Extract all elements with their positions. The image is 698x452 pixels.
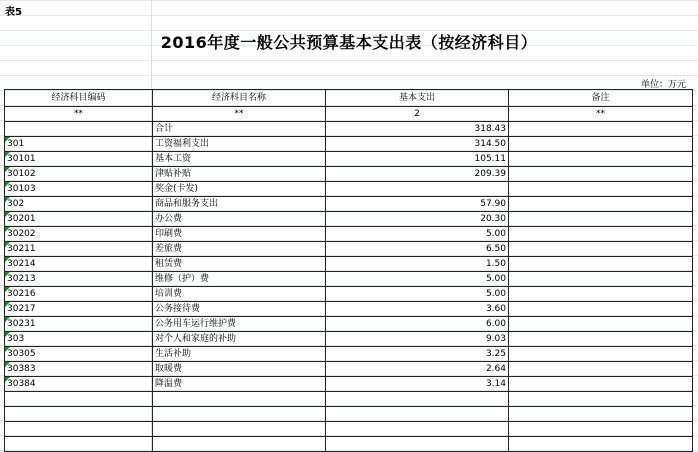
cell-amount[interactable] — [326, 422, 509, 437]
table-row — [5, 377, 693, 392]
cell-amount[interactable]: 57.90 — [326, 197, 509, 212]
cell-amount[interactable] — [326, 182, 509, 197]
table-row — [5, 407, 693, 422]
cell-code[interactable] — [5, 407, 153, 422]
budget-table — [4, 89, 693, 452]
table-row — [5, 152, 693, 167]
table-row — [5, 257, 693, 272]
cell-code[interactable]: 30211 — [5, 242, 153, 257]
cell-amount[interactable] — [326, 407, 509, 422]
cell-note[interactable] — [509, 287, 693, 302]
cell-name[interactable]: 差旅费 — [153, 242, 326, 257]
cell-amount[interactable]: 1.50 — [326, 257, 509, 272]
table-row — [5, 272, 693, 287]
cell-amount[interactable]: 5.00 — [326, 227, 509, 242]
table-body — [5, 122, 693, 452]
index-name[interactable]: ** — [153, 107, 326, 122]
table-row — [5, 332, 693, 347]
cell-note[interactable] — [509, 152, 693, 167]
table-number-label: 表5 — [5, 7, 22, 18]
cell-code[interactable] — [5, 437, 153, 452]
cell-code[interactable]: 30305 — [5, 347, 153, 362]
cell-amount[interactable]: 9.03 — [326, 332, 509, 347]
table-row — [5, 302, 693, 317]
cell-code[interactable]: 30384 — [5, 377, 153, 392]
header-row — [5, 90, 693, 107]
table-row — [5, 392, 693, 407]
cell-name[interactable]: 生活补助 — [153, 347, 326, 362]
cell-note[interactable] — [509, 377, 693, 392]
cell-note[interactable] — [509, 257, 693, 272]
table-row — [5, 287, 693, 302]
table-row — [5, 362, 693, 377]
cell-code[interactable] — [5, 392, 153, 407]
table-row — [5, 227, 693, 242]
cell-name[interactable]: 商品和服务支出 — [153, 197, 326, 212]
cell-note[interactable] — [509, 437, 693, 452]
cell-code[interactable]: 30101 — [5, 152, 153, 167]
cell-code[interactable]: 303 — [5, 332, 153, 347]
cell-amount[interactable]: 5.00 — [326, 287, 509, 302]
cell-name[interactable] — [153, 422, 326, 437]
cell-amount[interactable]: 3.14 — [326, 377, 509, 392]
cell-amount[interactable] — [326, 392, 509, 407]
cell-amount[interactable] — [326, 437, 509, 452]
cell-note[interactable] — [509, 242, 693, 257]
cell-note[interactable] — [509, 347, 693, 362]
header-note[interactable]: 备注 — [509, 90, 693, 107]
unit-label: 单位：万元 — [640, 80, 686, 90]
table-row — [5, 167, 693, 182]
index-code[interactable]: ** — [5, 107, 153, 122]
cell-name[interactable]: 降温费 — [153, 377, 326, 392]
table-row — [5, 137, 693, 152]
cell-code[interactable]: 30216 — [5, 287, 153, 302]
cell-name[interactable]: 奖金(卡发) — [153, 182, 326, 197]
cell-note[interactable] — [509, 407, 693, 422]
table-row — [5, 122, 693, 137]
cell-amount[interactable]: 5.00 — [326, 272, 509, 287]
index-row — [5, 107, 693, 122]
table-row — [5, 347, 693, 362]
cell-amount[interactable]: 3.25 — [326, 347, 509, 362]
cell-code[interactable]: 30214 — [5, 257, 153, 272]
cell-amount[interactable]: 209.39 — [326, 167, 509, 182]
cell-note[interactable] — [509, 392, 693, 407]
cell-note[interactable] — [509, 182, 693, 197]
header-name[interactable]: 经济科目名称 — [153, 90, 326, 107]
cell-name[interactable]: 对个人和家庭的补助 — [153, 332, 326, 347]
table-row — [5, 242, 693, 257]
cell-name[interactable] — [153, 407, 326, 422]
cell-code[interactable]: 30103 — [5, 182, 153, 197]
cell-amount[interactable]: 314.50 — [326, 137, 509, 152]
cell-code[interactable]: 30201 — [5, 212, 153, 227]
page-title: 2016年度一般公共预算基本支出表（按经济科目） — [160, 33, 538, 52]
cell-amount[interactable]: 6.00 — [326, 317, 509, 332]
cell-code[interactable]: 30102 — [5, 167, 153, 182]
cell-name[interactable]: 津贴补贴 — [153, 167, 326, 182]
cell-note[interactable] — [509, 227, 693, 242]
cell-note[interactable] — [509, 167, 693, 182]
cell-note[interactable] — [509, 212, 693, 227]
cell-amount[interactable]: 6.50 — [326, 242, 509, 257]
cell-code[interactable]: 302 — [5, 197, 153, 212]
cell-name[interactable]: 印刷费 — [153, 227, 326, 242]
cell-note[interactable] — [509, 332, 693, 347]
index-amount[interactable]: 2 — [326, 107, 509, 122]
cell-name[interactable]: 培训费 — [153, 287, 326, 302]
cell-name[interactable]: 合计 — [153, 122, 326, 137]
cell-name[interactable]: 公务用车运行维护费 — [153, 317, 326, 332]
cell-amount[interactable]: 3.60 — [326, 302, 509, 317]
cell-name[interactable] — [153, 392, 326, 407]
cell-note[interactable] — [509, 317, 693, 332]
cell-amount[interactable]: 318.43 — [326, 122, 509, 137]
cell-code[interactable]: 30231 — [5, 317, 153, 332]
cell-amount[interactable]: 105.11 — [326, 152, 509, 167]
cell-amount[interactable]: 2.64 — [326, 362, 509, 377]
table-row — [5, 197, 693, 212]
table-row — [5, 182, 693, 197]
header-code[interactable]: 经济科目编码 — [5, 90, 153, 107]
cell-code[interactable]: 301 — [5, 137, 153, 152]
cell-note[interactable] — [509, 302, 693, 317]
table-row — [5, 437, 693, 452]
table-row — [5, 212, 693, 227]
cell-name[interactable]: 取暖费 — [153, 362, 326, 377]
cell-name[interactable]: 租赁费 — [153, 257, 326, 272]
cell-note[interactable] — [509, 272, 693, 287]
index-note[interactable]: ** — [509, 107, 693, 122]
cell-name[interactable]: 基本工资 — [153, 152, 326, 167]
cell-code[interactable]: 30202 — [5, 227, 153, 242]
cell-note[interactable] — [509, 122, 693, 137]
table-row — [5, 422, 693, 437]
cell-code[interactable]: 30217 — [5, 302, 153, 317]
cell-code[interactable]: 30383 — [5, 362, 153, 377]
cell-name[interactable] — [153, 437, 326, 452]
cell-name[interactable]: 办公费 — [153, 212, 326, 227]
cell-name[interactable]: 工资福利支出 — [153, 137, 326, 152]
cell-code[interactable] — [5, 122, 153, 137]
cell-note[interactable] — [509, 137, 693, 152]
cell-note[interactable] — [509, 422, 693, 437]
table-row — [5, 317, 693, 332]
cell-code[interactable]: 30213 — [5, 272, 153, 287]
cell-code[interactable] — [5, 422, 153, 437]
cell-note[interactable] — [509, 362, 693, 377]
cell-name[interactable]: 维修（护）费 — [153, 272, 326, 287]
header-amount[interactable]: 基本支出 — [326, 90, 509, 107]
cell-name[interactable]: 公务接待费 — [153, 302, 326, 317]
cell-amount[interactable]: 20.30 — [326, 212, 509, 227]
cell-note[interactable] — [509, 197, 693, 212]
